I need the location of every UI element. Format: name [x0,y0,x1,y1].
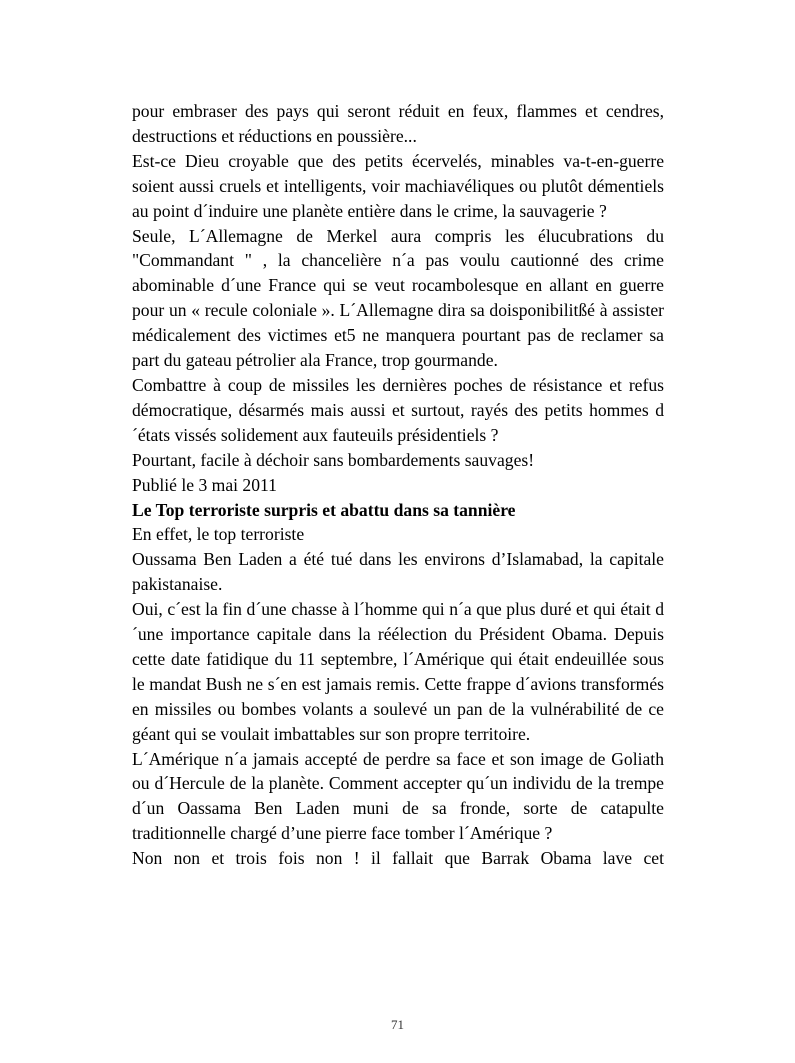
page-body [132,99,664,871]
publication-date: Publié le 3 mai 2011 [132,474,277,495]
paragraph: Est-ce Dieu croyable que des petits écervelés, minables va-t-en-guerre soient aussi cruels et intelligents, voir machiavéliques ou plutôt démentiels au point d´induire une planète entière dans le crime, la sauvagerie ? [132,150,664,221]
paragraph: Pourtant, facile à déchoir sans bombardements sauvages! [132,449,535,470]
paragraph: Seule, L´Allemagne de Merkel aura compris les élucubrations du "Commandant " , la chancelière n´a pas voulu cautionné des crime abominable d´une France qui se veut rocambolesque en allant en guerre pour un « recule coloniale ». L´Allemagne dira sa doisponibilitßé à assister médicalement des victimes et5 ne manquera pourtant pas de reclamer sa part du gateau pétrolier ala France, trop gourmande. [132,225,664,371]
paragraph: Oui, c´est la fin d´une chasse à l´homme qui n´a que plus duré et qui était d´une importance capitale dans la réélection du Président Obama. Depuis cette date fatidique du 11 septembre, l´Amérique qui était endeuillée sous le mandat Bush ne s´en est jamais remis. Cette frappe d´avions transformés en missiles ou bombes volants a soulevé un pan de la vulnérabilité de ce géant qui se voulait imbattables sur son propre territoire. [132,599,664,744]
page-number: 71 [391,1017,404,1032]
paragraph: Non non et trois fois non ! il fallait que Barrak Obama lave cet [132,848,664,869]
article-headline: Le Top terroriste surpris et abattu dans sa tannière [132,499,516,520]
paragraph: Oussama Ben Laden a été tué dans les environs d’Islamabad, la capitale pakistanaise. [132,549,664,595]
intro-line: En effet, le top terroriste [132,524,305,545]
paragraph: pour embraser des pays qui seront réduit en feux, flammes et cendres, destructions et réductions en poussière... [132,101,664,146]
paragraph: L´Amérique n´a jamais accepté de perdre sa face et son image de Goliath ou d´Hercule de la planète. Comment accepter qu´un individu de la trempe d´un Oassama Ben Laden muni de sa fronde, sorte de catapulte traditionnelle chargé d’une pierre face tomber l´Amérique ? [132,748,664,844]
paragraph: Combattre à coup de missiles les dernières poches de résistance et refus démocratique, désarmés mais aussi et surtout, rayés des petits hommes d´états vissés solidement aux fauteuils présidentiels ? [132,374,664,445]
